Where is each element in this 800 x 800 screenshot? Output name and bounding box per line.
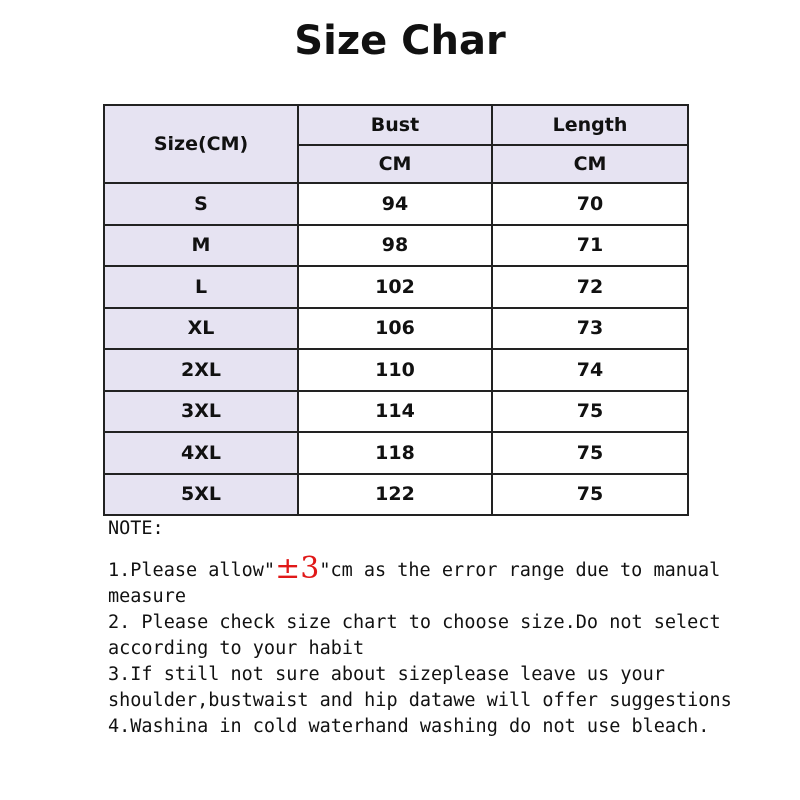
page-title: Size Char — [294, 18, 506, 64]
length-cell: 71 — [492, 225, 688, 267]
bust-column-header: Bust — [298, 105, 492, 145]
note-4: 4.Washina in cold waterhand washing do not use bleach. — [108, 716, 710, 737]
table-row — [104, 391, 688, 433]
bust-cell: 122 — [298, 474, 492, 516]
table-row — [104, 225, 688, 267]
length-cell: 75 — [492, 474, 688, 516]
length-cell: 74 — [492, 349, 688, 391]
table-row — [104, 474, 688, 516]
bust-cell: 106 — [298, 308, 492, 350]
table-row — [104, 266, 688, 308]
note-1-text-end: "cm as the error range due to manual measure — [108, 560, 721, 607]
length-unit-header: CM — [492, 145, 688, 183]
bust-cell: 118 — [298, 432, 492, 474]
note-3: 3.If still not sure about sizeplease leave us your shoulder,bustwaist and hip datawe will offer suggestions — [108, 664, 732, 711]
size-cell: L — [104, 266, 298, 308]
length-cell: 70 — [492, 183, 688, 225]
table-row — [104, 349, 688, 391]
size-cell: S — [104, 183, 298, 225]
bust-cell: 98 — [298, 225, 492, 267]
error-range-highlight: ±3 — [275, 551, 320, 586]
bust-cell: 110 — [298, 349, 492, 391]
size-cell: M — [104, 225, 298, 267]
bust-unit-header: CM — [298, 145, 492, 183]
bust-cell: 94 — [298, 183, 492, 225]
size-cell: 3XL — [104, 391, 298, 433]
size-cell: XL — [104, 308, 298, 350]
note-2: 2. Please check size chart to choose size.Do not select according to your habit — [108, 612, 721, 659]
note-1-text-start: 1.Please allow" — [108, 560, 276, 581]
notes-section — [108, 516, 788, 740]
size-column-header: Size(CM) — [104, 105, 298, 183]
bust-cell: 114 — [298, 391, 492, 433]
length-cell: 75 — [492, 391, 688, 433]
length-column-header: Length — [492, 105, 688, 145]
size-cell: 4XL — [104, 432, 298, 474]
size-cell: 2XL — [104, 349, 298, 391]
table-row — [104, 183, 688, 225]
bust-cell: 102 — [298, 266, 492, 308]
size-chart-table — [103, 104, 689, 516]
table-row — [104, 432, 688, 474]
size-cell: 5XL — [104, 474, 298, 516]
table-row — [104, 308, 688, 350]
length-cell: 75 — [492, 432, 688, 474]
length-cell: 72 — [492, 266, 688, 308]
length-cell: 73 — [492, 308, 688, 350]
notes-heading: NOTE: — [108, 518, 164, 539]
note-1 — [108, 551, 788, 610]
